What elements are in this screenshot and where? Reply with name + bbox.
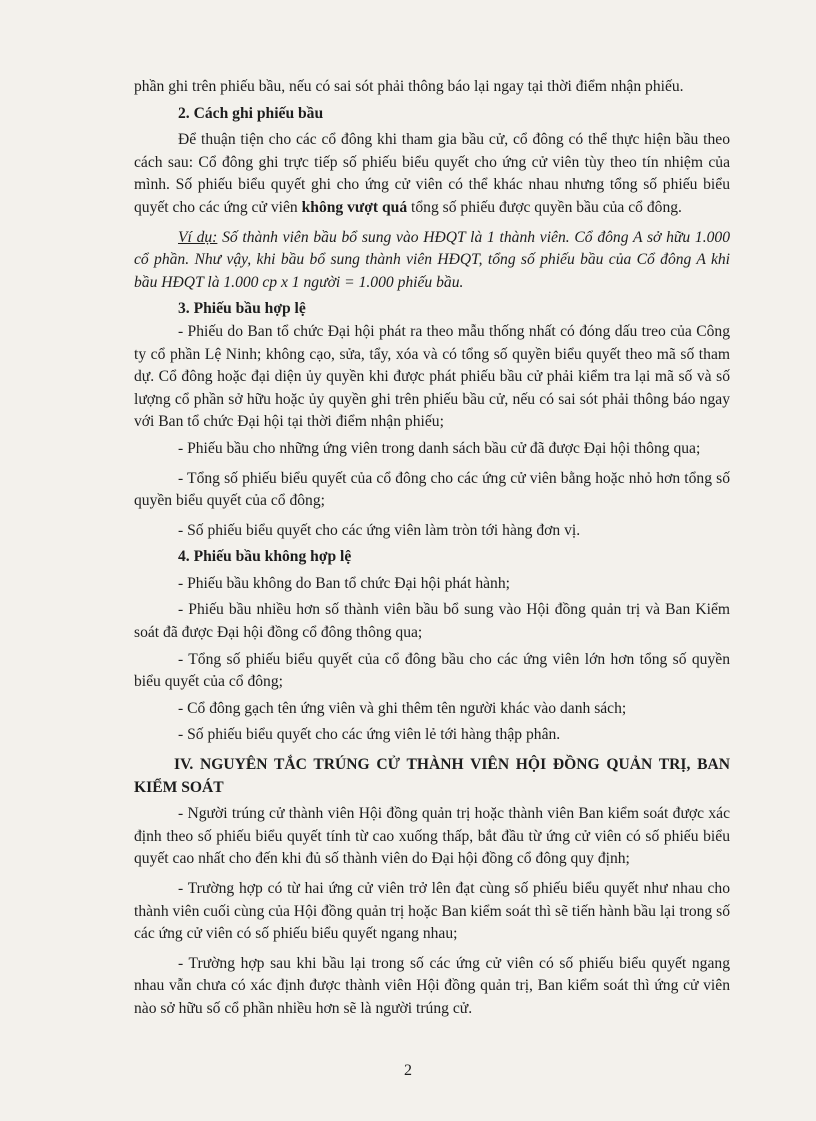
list-item: - Phiếu bầu không do Ban tổ chức Đại hội phát hành; bbox=[178, 574, 510, 592]
section-4-heading: 4. Phiếu bầu không hợp lệ bbox=[178, 548, 352, 566]
list-item: - Phiếu do Ban tổ chức Đại hội phát ra theo mẫu thống nhất có đóng dấu treo của Công ty cổ phần Lệ Ninh; không cạo, sửa, tẩy, xóa và có tổng số quyền biểu quyết theo mã số tham dự. Cổ đông hoặc đại diện ủy quyền khi được phát phiếu bầu cử phải kiểm tra lại mã số và số lượng cổ phần sở hữu hoặc ủy quyền ghi trên phiếu bầu cử, nếu có sai sót phải thông báo ngay với Ban tổ chức Đại hội tại thời điểm nhận phiếu; bbox=[134, 322, 730, 431]
list-item: - Cổ đông gạch tên ứng viên và ghi thêm tên người khác vào danh sách; bbox=[178, 699, 627, 717]
page-number: 2 bbox=[404, 1062, 412, 1079]
bold-phrase: không vượt quá bbox=[301, 198, 408, 216]
list-item: - Số phiếu biểu quyết cho các ứng viên lẻ tới hàng thập phân. bbox=[178, 726, 561, 744]
example-label: Ví dụ: bbox=[178, 228, 218, 246]
list-item: - Tổng số phiếu biểu quyết của cổ đông cho các ứng cử viên bằng hoặc nhỏ hơn tổng số quyền biểu quyết của cổ đông; bbox=[134, 469, 730, 510]
section-IV-heading: IV. NGUYÊN TẮC TRÚNG CỬ THÀNH VIÊN HỘI ĐỒNG QUẢN TRỊ, BAN KIỂM SOÁT bbox=[134, 756, 730, 796]
list-item: - Tổng số phiếu biểu quyết của cổ đông bầu cho các ứng viên lớn hơn tổng số quyền biểu quyết của cổ đông; bbox=[134, 650, 730, 691]
section-2-heading: 2. Cách ghi phiếu bầu bbox=[178, 104, 324, 122]
list-item: - Số phiếu biểu quyết cho các ứng viên làm tròn tới hàng đơn vị. bbox=[178, 521, 581, 539]
section-3-heading: 3. Phiếu bầu hợp lệ bbox=[178, 300, 306, 318]
section-2-paragraph bbox=[134, 129, 730, 219]
example-text: Số thành viên bầu bổ sung vào HĐQT là 1 thành viên. Cổ đông A sở hữu 1.000 cổ phần. Như vậy, khi bầu bổ sung thành viên HĐQT, tổng số phiếu bầu của Cổ đông A khi bầu HĐQT là 1.000 cp x 1 người = 1.000 phiếu bầu. bbox=[134, 228, 730, 291]
list-item: - Trường hợp có từ hai ứng cử viên trở lên đạt cùng số phiếu biểu quyết như nhau cho thành viên cuối cùng của Hội đồng quản trị hoặc Ban kiểm soát thì sẽ tiến hành bầu lại trong số các ứng cử viên có số phiếu biểu quyết ngang nhau; bbox=[134, 880, 730, 943]
paragraph-text: Để thuận tiện cho các cổ đông khi tham gia bầu cử, cổ đông có thể thực hiện bầu theo cách sau: Cổ đông ghi trực tiếp số phiếu biểu quyết cho ứng cử viên tùy theo tín nhiệm của mình. Số phiếu biểu quyết ghi cho ứng cử viên có thể khác nhau nhưng tổng số phiếu biểu quyết cho các ứng cử viên bbox=[134, 131, 730, 216]
continued-paragraph: phần ghi trên phiếu bầu, nếu có sai sót phải thông báo lại ngay tại thời điểm nhận phiếu. bbox=[134, 78, 684, 95]
list-item: - Người trúng cử thành viên Hội đồng quản trị hoặc thành viên Ban kiểm soát được xác định theo số phiếu biểu quyết tính từ cao xuống thấp, bắt đầu từ ứng cử viên có số phiếu biểu quyết cao nhất cho đến khi đủ số thành viên do Đại hội đồng cổ đông quy định; bbox=[134, 805, 730, 868]
list-item: - Trường hợp sau khi bầu lại trong số các ứng cử viên có số phiếu biểu quyết ngang nhau vẫn chưa có xác định được thành viên Hội đồng quản trị, Ban kiểm soát thì ứng cử viên nào sở hữu số cổ phần nhiều hơn sẽ là người trúng cử. bbox=[134, 954, 730, 1017]
paragraph-text: tổng số phiếu được quyền bầu của cổ đông. bbox=[407, 198, 682, 216]
list-item: - Phiếu bầu cho những ứng viên trong danh sách bầu cử đã được Đại hội thông qua; bbox=[178, 439, 701, 457]
list-item: - Phiếu bầu nhiều hơn số thành viên bầu bổ sung vào Hội đồng quản trị và Ban Kiểm soát đã được Đại hội đồng cổ đông thông qua; bbox=[134, 601, 730, 642]
example-paragraph bbox=[134, 227, 730, 295]
